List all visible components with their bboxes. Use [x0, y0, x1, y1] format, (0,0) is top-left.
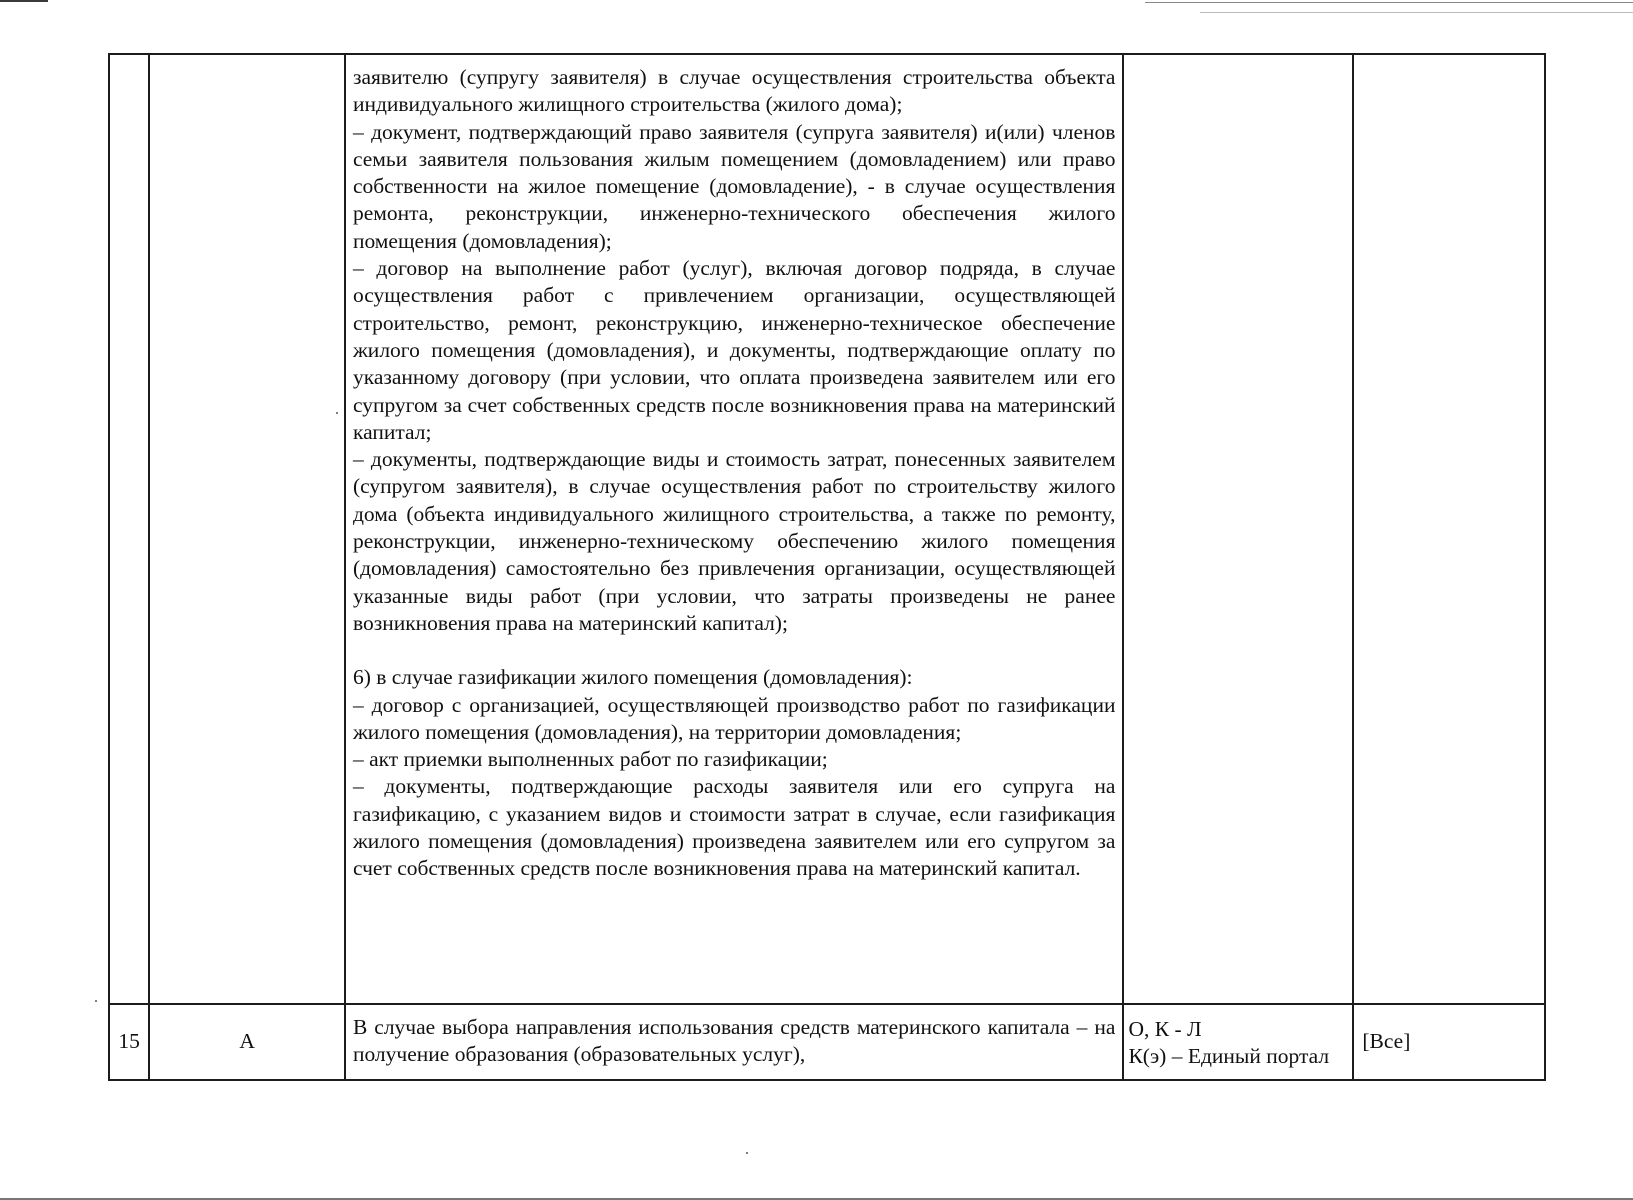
row-code: А — [149, 1004, 345, 1080]
scan-speck — [746, 1152, 748, 1154]
row-scope-cell — [1353, 54, 1545, 1004]
paragraph: – документы, подтверждающие виды и стоимость затрат, понесенных заявителем (супругом заявителя), в случае осуществления работ по строительству жилого дома (объекта индивидуального жилищного строительства, а также по ремонту, реконструкции, инженерно-техническому обеспечению жилого помещения (домовладения) самостоятельно без привлечения организации, осуществляющей указанные виды работ (при условии, что затраты произведены не ранее возникновения права на материнский капитал); — [352, 447, 1116, 635]
table-row-15 — [109, 1004, 1545, 1080]
row-text: В случае выбора направления использования средств материнского капитала – на получение образования (образовательных услуг), — [352, 1015, 1116, 1066]
paragraph: – договор с организацией, осуществляющей производство работ по газификации жилого помещения (домовладения), на территории домовладения; — [352, 692, 1116, 744]
row-number: 15 — [109, 1004, 149, 1080]
paragraph: заявителю (супругу заявителя) в случае осуществления строительства объекта индивидуального жилищного строительства (жилого дома); — [352, 65, 1116, 117]
scan-edge-line — [1145, 2, 1633, 3]
row-actors-cell — [1123, 54, 1353, 1004]
scan-edge-line — [0, 0, 48, 2]
paragraph-spacer — [353, 637, 1116, 664]
actors-line: О, К - Л — [1128, 1017, 1202, 1041]
row-actors-cell — [1123, 1004, 1353, 1080]
row-scope: [Все] — [1353, 1004, 1545, 1080]
paragraph: – документ, подтверждающий право заявителя (супруга заявителя) и(или) членов семьи заявителя пользования жилым помещением (домовладением) или право собственности на жилое помещение (домовладение), - в случае осуществления ремонта, реконструкции, инженерно-технического обеспечения жилого помещения (домовладения); — [352, 119, 1116, 253]
table-row-continuation — [109, 54, 1545, 1004]
paragraph: – акт приемки выполненных работ по газификации; — [352, 747, 828, 772]
row-number-cell — [109, 54, 149, 1004]
paragraph: – договор на выполнение работ (услуг), включая договор подряда, в случае осуществления работ с привлечением организации, осуществляющей строительство, ремонт, реконструкцию, инженерно-техническое обеспечение жилого помещения (домовладения), и документы, подтверждающие оплату по указанному договору (при условии, что оплата произведена заявителем или его супругом за счет собственных средств после возникновения права на материнский капитал; — [352, 256, 1116, 444]
document-table — [108, 53, 1546, 1081]
row-text-cell — [345, 1004, 1124, 1080]
scan-speck — [95, 1000, 97, 1002]
actors-line: К(э) – Единый портал — [1128, 1044, 1330, 1069]
paragraph: – документы, подтверждающие расходы заявителя или его супруга на газификацию, с указанием видов и стоимости затрат в случае, если газификация жилого помещения (домовладения) произведена заявителем или его супругом за счет собственных средств после возникновения права на материнский капитал. — [352, 774, 1116, 881]
row-text-cell — [345, 54, 1124, 1004]
row-code-cell — [149, 54, 345, 1004]
paragraph: 6) в случае газификации жилого помещения (домовладения): — [352, 665, 913, 690]
scan-edge-line — [1200, 12, 1633, 13]
